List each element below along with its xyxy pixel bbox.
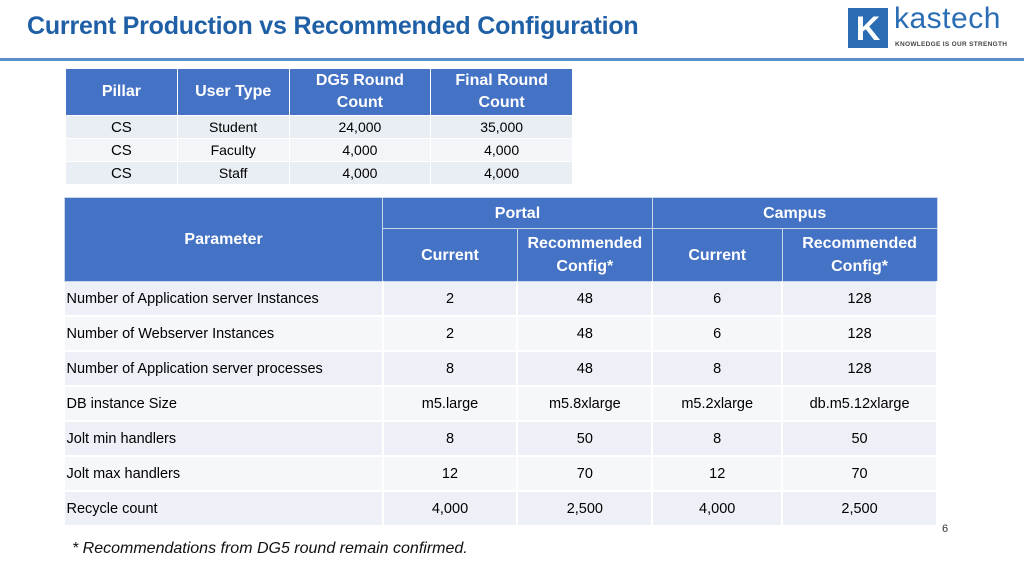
- footnote: * Recommendations from DG5 round remain confirmed.: [72, 540, 468, 557]
- portal-current-cell: 12: [383, 456, 518, 491]
- table-row: [65, 386, 938, 421]
- table-row: [65, 282, 938, 317]
- parameter-cell: Number of Application server processes: [65, 351, 383, 386]
- header-user-type: User Type: [177, 69, 289, 116]
- header-pillar: Pillar: [66, 69, 178, 116]
- title-divider: [0, 58, 1024, 61]
- parameter-cell: DB instance Size: [65, 386, 383, 421]
- table-row: [65, 421, 938, 456]
- table-row: [65, 456, 938, 491]
- campus-current-cell: 6: [652, 316, 782, 351]
- portal-current-cell: 2: [383, 282, 518, 317]
- portal-recommended-cell: 48: [517, 316, 652, 351]
- campus-recommended-cell: 50: [782, 421, 937, 456]
- portal-current-cell: 2: [383, 316, 518, 351]
- portal-current-cell: 8: [383, 351, 518, 386]
- table-row: [65, 316, 938, 351]
- portal-recommended-cell: 50: [517, 421, 652, 456]
- table-row: [66, 139, 573, 162]
- parameter-cell: Number of Webserver Instances: [65, 316, 383, 351]
- logo-word: kastech: [894, 2, 1001, 35]
- portal-recommended-cell: m5.8xlarge: [517, 386, 652, 421]
- table-row: [65, 491, 938, 526]
- dg5-count-cell: 4,000: [289, 162, 431, 185]
- campus-recommended-cell: 128: [782, 351, 937, 386]
- final-count-cell: 4,000: [431, 162, 573, 185]
- header-campus-recommended: Recommended Config*: [782, 229, 937, 282]
- campus-current-cell: 6: [652, 282, 782, 317]
- campus-current-cell: m5.2xlarge: [652, 386, 782, 421]
- campus-recommended-cell: db.m5.12xlarge: [782, 386, 937, 421]
- header-portal-current: Current: [383, 229, 518, 282]
- logo-letter: K: [848, 8, 888, 48]
- table-row: [66, 162, 573, 185]
- logo-tagline: KNOWLEDGE IS OUR STRENGTH: [895, 41, 1008, 48]
- portal-current-cell: m5.large: [383, 386, 518, 421]
- portal-recommended-cell: 70: [517, 456, 652, 491]
- table-row: [66, 116, 573, 139]
- page-number: 6: [942, 523, 949, 535]
- table-header-row: [66, 69, 573, 116]
- header-portal: Portal: [383, 198, 653, 229]
- campus-recommended-cell: 70: [782, 456, 937, 491]
- campus-current-cell: 4,000: [652, 491, 782, 526]
- user-count-table: [65, 68, 573, 185]
- campus-recommended-cell: 128: [782, 316, 937, 351]
- configuration-table: [64, 197, 938, 527]
- parameter-cell: Jolt min handlers: [65, 421, 383, 456]
- final-count-cell: 35,000: [431, 116, 573, 139]
- header-dg5-round-count: DG5 Round Count: [289, 69, 431, 116]
- campus-recommended-cell: 2,500: [782, 491, 937, 526]
- parameter-cell: Recycle count: [65, 491, 383, 526]
- header-campus: Campus: [652, 198, 937, 229]
- pillar-cell: CS: [66, 116, 178, 139]
- portal-recommended-cell: 2,500: [517, 491, 652, 526]
- user-type-cell: Staff: [177, 162, 289, 185]
- dg5-count-cell: 24,000: [289, 116, 431, 139]
- user-type-cell: Faculty: [177, 139, 289, 162]
- pillar-cell: CS: [66, 162, 178, 185]
- campus-current-cell: 12: [652, 456, 782, 491]
- header-portal-recommended: Recommended Config*: [517, 229, 652, 282]
- group-header-row: [65, 198, 938, 229]
- portal-current-cell: 8: [383, 421, 518, 456]
- portal-recommended-cell: 48: [517, 351, 652, 386]
- header-final-round-count: Final Round Count: [431, 69, 573, 116]
- dg5-count-cell: 4,000: [289, 139, 431, 162]
- pillar-cell: CS: [66, 139, 178, 162]
- kastech-logo: [848, 2, 1008, 52]
- user-type-cell: Student: [177, 116, 289, 139]
- campus-current-cell: 8: [652, 421, 782, 456]
- header-campus-current: Current: [652, 229, 782, 282]
- page-title: Current Production vs Recommended Configuration: [27, 12, 639, 40]
- campus-current-cell: 8: [652, 351, 782, 386]
- parameter-cell: Number of Application server Instances: [65, 282, 383, 317]
- campus-recommended-cell: 128: [782, 282, 937, 317]
- portal-recommended-cell: 48: [517, 282, 652, 317]
- final-count-cell: 4,000: [431, 139, 573, 162]
- header-parameter: Parameter: [65, 198, 383, 282]
- table-row: [65, 351, 938, 386]
- portal-current-cell: 4,000: [383, 491, 518, 526]
- parameter-cell: Jolt max handlers: [65, 456, 383, 491]
